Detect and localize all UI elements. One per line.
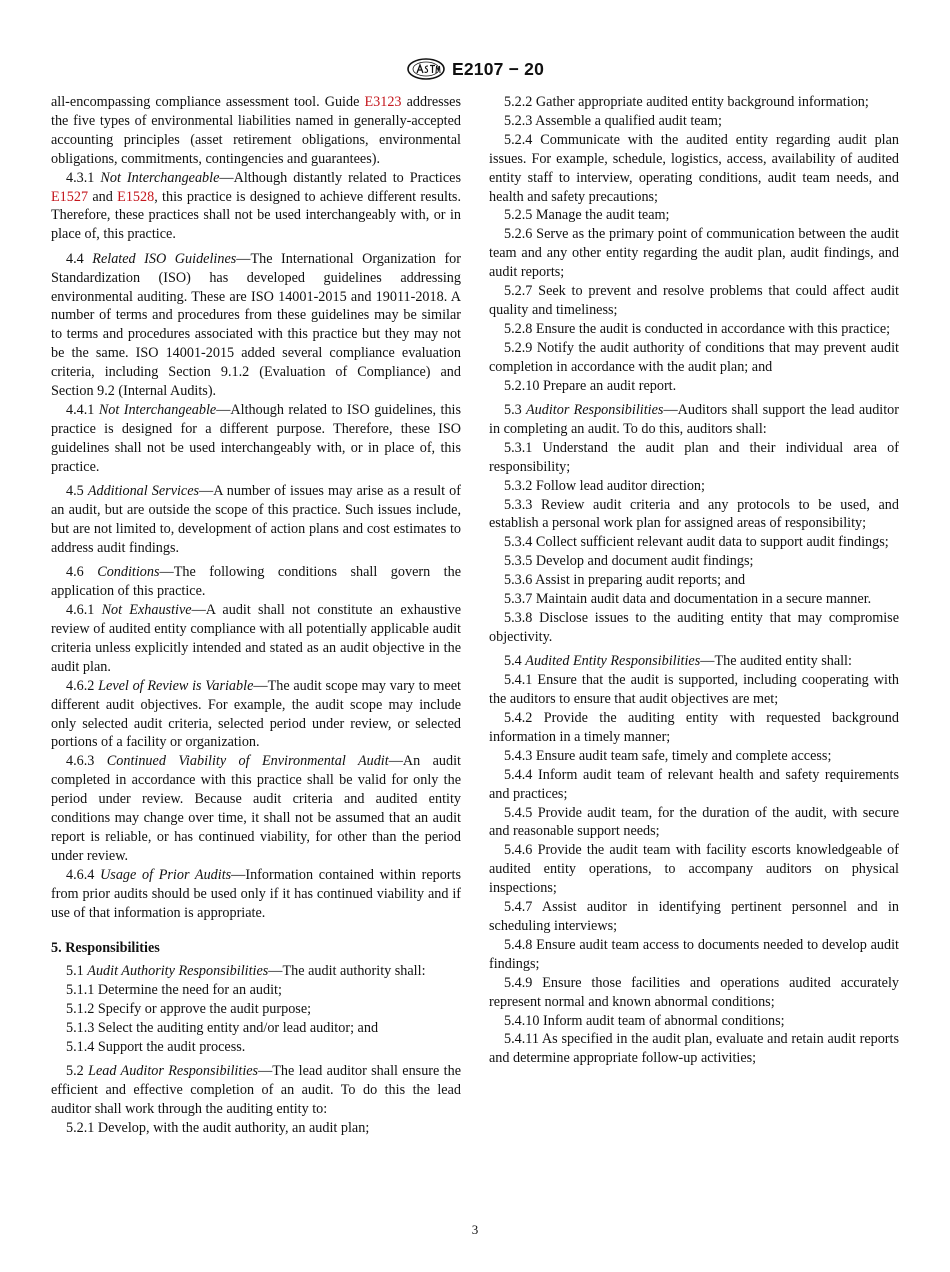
clause-number: 4.6.2	[66, 677, 99, 694]
clause-number: 4.5	[66, 483, 88, 500]
paragraph-4-6-2	[51, 677, 461, 753]
paragraph-5-2-4: 5.2.4 Communicate with the audited entity regarding audit plan issues. For example, schedule, logistics, access, availability of audited entity staff to interview, operating conditions, audit team needs, and health and safety precautions;	[489, 131, 899, 205]
paragraph-5-2-7: 5.2.7 Seek to prevent and resolve problems that could affect audit quality and timeliness;	[489, 283, 899, 318]
clause-title: Not Interchangeable	[98, 402, 217, 418]
paragraph-5-3-3: 5.3.3 Review audit criteria and any protocols to be used, and establish a personal work plan for assigned areas of responsibility;	[489, 496, 899, 532]
clause-title: Level of Review is Variable	[98, 677, 254, 694]
clause-title: Not Exhaustive	[101, 602, 192, 619]
paragraph-4-4	[51, 250, 461, 401]
clause-title: Usage of Prior Audits	[100, 866, 232, 883]
paragraph-5-3-4: 5.3.4 Collect sufficient relevant audit data to support audit findings;	[504, 534, 889, 551]
paragraph-5-4-3: 5.4.3 Ensure audit team safe, timely and complete access;	[504, 747, 832, 764]
paragraph-4-3-1	[51, 169, 461, 245]
clause-title: Related ISO Guidelines	[92, 250, 237, 267]
clause-number: 4.6	[66, 564, 98, 581]
paragraph-5-3-8: 5.3.8 Disclose issues to the auditing entity that may compromise objectivity.	[489, 609, 899, 645]
text: —A number of issues may arise as a result of an audit, but are outside the scope of this practice. Such issues include, but are not limited to, development of action plans and cost estimates to address audit findings.	[51, 483, 461, 556]
clause-number: 4.6.1	[66, 602, 102, 619]
paragraph-5-4-4: 5.4.4 Inform audit team of relevant health and safety requirements and practices;	[489, 766, 899, 802]
paragraph-5-2-10: 5.2.10 Prepare an audit report.	[504, 377, 677, 394]
clause-title: Continued Viability of Environmental Audit	[106, 753, 389, 770]
paragraph-4-6-3	[51, 752, 461, 865]
paragraph-5-4-6: 5.4.6 Provide the audit team with facility escorts knowledgeable of audited entity operations, to accompany auditors on physical inspections;	[489, 842, 899, 897]
text: —Auditors shall support the lead auditor in completing an audit. To do this, auditors shall:	[489, 402, 900, 437]
text: —The International Organization for Standardization (ISO) has developed guidelines addressing environmental auditing. These are ISO 14001-2015 and 19011-2018. A number of terms and procedures from these guidelines may be similar to terms and procedures associated with this practice but they may not be the same. ISO 14001-2015 added several compliance evaluation criteria, including Section 9.1.2 (Evaluation of Compliance) and Section 9.2 (Internal Audits).	[51, 250, 461, 400]
text: —The following conditions shall govern the application of this practice.	[51, 564, 462, 600]
paragraph-4-5	[51, 482, 461, 558]
paragraph-4-6-4	[51, 866, 461, 923]
text: —The lead auditor shall ensure the efficient and effective completion of an audit. To do this the lead auditor shall work through the auditing entity to:	[51, 1063, 461, 1118]
paragraph-5-4-8: 5.4.8 Ensure audit team access to documents needed to develop audit findings;	[489, 936, 899, 972]
standard-designation: E2107 − 20	[451, 58, 544, 79]
paragraph-5-4-5: 5.4.5 Provide audit team, for the duration of the audit, with secure and reasonable support needs;	[489, 804, 899, 840]
paragraph-5-3-5: 5.3.5 Develop and document audit findings;	[504, 553, 754, 570]
text: —A audit shall not constitute an exhaustive review of audited entity compliance with all potentially applicable audit criteria unless explicitly intended and stated as an audit objective in the audit plan.	[51, 602, 462, 675]
reference-link-e1528[interactable]: E1528	[117, 188, 155, 205]
clause-number: 5.3	[504, 402, 526, 418]
clause-title: Lead Auditor Responsibilities	[88, 1063, 259, 1080]
paragraph-5-1-1: 5.1.1 Determine the need for an audit;	[66, 982, 282, 999]
paragraph-5-2-8: 5.2.8 Ensure the audit is conducted in accordance with this practice;	[504, 320, 891, 337]
paragraph-5-3-7: 5.3.7 Maintain audit data and documentation in a secure manner.	[504, 591, 872, 608]
text: —The audit authority shall:	[268, 963, 426, 980]
text: —An audit completed in accordance with this practice shall be valid for only the period under review. Because audit criteria and audited entity conditions may change over time, it shall not be assumed that an audit report is reliable, or has continued viability, for other than the period under review.	[51, 753, 461, 864]
paragraph-5-2-9: 5.2.9 Notify the audit authority of conditions that may prevent audit completion in accordance with the audit plan; and	[489, 339, 899, 375]
text: —The audited entity shall:	[700, 653, 852, 670]
clause-title: Not Interchangeable	[100, 169, 220, 186]
paragraph-5-1-2: 5.1.2 Specify or approve the audit purpose;	[66, 1001, 312, 1018]
reference-link-e1527[interactable]: E1527	[51, 188, 89, 205]
clause-title: Additional Services	[87, 483, 200, 500]
paragraph-5-1-3: 5.1.3 Select the auditing entity and/or lead auditor; and	[66, 1020, 379, 1037]
clause-title: Conditions	[97, 564, 160, 581]
paragraph-5-2-3: 5.2.3 Assemble a qualified audit team;	[504, 112, 722, 129]
clause-title: Audited Entity Responsibilities	[525, 653, 701, 670]
paragraph-5-2-2: 5.2.2 Gather appropriate audited entity background information;	[504, 94, 869, 110]
paragraph-5-1-4: 5.1.4 Support the audit process.	[66, 1039, 246, 1055]
clause-number: 5.1	[66, 963, 88, 980]
paragraph-5-2-1: 5.2.1 Develop, with the audit authority, an audit plan;	[66, 1120, 370, 1137]
text: —Although related to ISO guidelines, this practice is designed for a different purpose. Therefore, these ISO guidelines shall not be used interchangeably with, or in place of, this practice.	[51, 402, 462, 475]
paragraph-5-2	[51, 1062, 461, 1119]
paragraph-5-3-6: 5.3.6 Assist in preparing audit reports; and	[504, 572, 746, 589]
paragraph-5-3-1: 5.3.1 Understand the audit plan and their individual area of responsibility;	[489, 439, 899, 475]
text: , this practice is designed to achieve different results. Therefore, these practices shall not be used interchangeably with, or in place of, this practice.	[51, 188, 461, 243]
paragraph-5-3	[489, 401, 899, 439]
paragraph-5-2-5: 5.2.5 Manage the audit team;	[504, 207, 670, 224]
text: —Information contained within reports from prior audits should be used only if it has continued viability and if use of that information is appropriate.	[51, 866, 461, 921]
paragraph-5-1	[51, 962, 461, 981]
text: —The audit scope may vary to meet different audit objectives. For example, the audit scope may include only selected audit criteria, selected period under review, or selected portions of a facility or organization.	[51, 677, 461, 751]
paragraph-5-4-7: 5.4.7 Assist auditor in identifying pertinent personnel and in scheduling interviews;	[489, 899, 899, 934]
clause-title: Audit Authority Responsibilities	[87, 963, 269, 980]
paragraph-5-4-9: 5.4.9 Ensure those facilities and operations audited accurately represent normal and known abnormal conditions;	[489, 974, 899, 1010]
paragraph-4-6	[51, 563, 461, 601]
clause-number: 5.4	[504, 653, 526, 670]
paragraph-5-3-2: 5.3.2 Follow lead auditor direction;	[504, 477, 705, 494]
text: all-encompassing compliance assessment tool. Guide	[51, 94, 365, 110]
clause-title: Auditor Responsibilities	[525, 402, 664, 418]
paragraph-5-4-1: 5.4.1 Ensure that the audit is supported, including cooperating with the auditors to ensure that audit objectives are met;	[489, 672, 899, 708]
clause-number: 4.6.3	[66, 753, 107, 770]
left-column	[51, 93, 461, 1138]
paragraph-5-4-10: 5.4.10 Inform audit team of abnormal conditions;	[504, 1012, 785, 1029]
paragraph-4-4-1	[51, 401, 461, 477]
clause-number: 4.6.4	[66, 866, 101, 883]
clause-number: 4.3.1	[66, 169, 101, 186]
paragraph-continued	[51, 93, 461, 169]
paragraph-5-4-2: 5.4.2 Provide the auditing entity with requested background information in a timely manner;	[489, 710, 899, 745]
right-column	[489, 93, 899, 1068]
text: addresses the five types of environmental liabilities named in generally-accepted accounting principles (asset retirement obligations, environmental obligations, commitments, contingencies and guarantees).	[51, 94, 461, 167]
reference-link-e3123[interactable]: E3123	[364, 94, 402, 110]
clause-number: 4.4	[66, 250, 93, 267]
page-header	[0, 56, 950, 82]
paragraph-5-4-11: 5.4.11 As specified in the audit plan, evaluate and retain audit reports and determine appropriate follow-up activities;	[489, 1031, 899, 1067]
clause-number: 5.2	[66, 1063, 89, 1080]
text: —Although distantly related to Practices	[219, 169, 461, 186]
clause-number: 4.4.1	[66, 402, 99, 418]
paragraph-4-6-1	[51, 601, 461, 677]
paragraph-5-2-6: 5.2.6 Serve as the primary point of communication between the audit team and any other entity regarding the audit plan, audit findings, and audit reports;	[489, 226, 899, 281]
astm-logo-icon	[406, 57, 446, 81]
page-number: 3	[471, 1222, 479, 1237]
paragraph-5-4	[489, 652, 899, 671]
text: and	[88, 188, 118, 205]
section-heading-responsibilities: 5. Responsibilities	[51, 940, 160, 957]
